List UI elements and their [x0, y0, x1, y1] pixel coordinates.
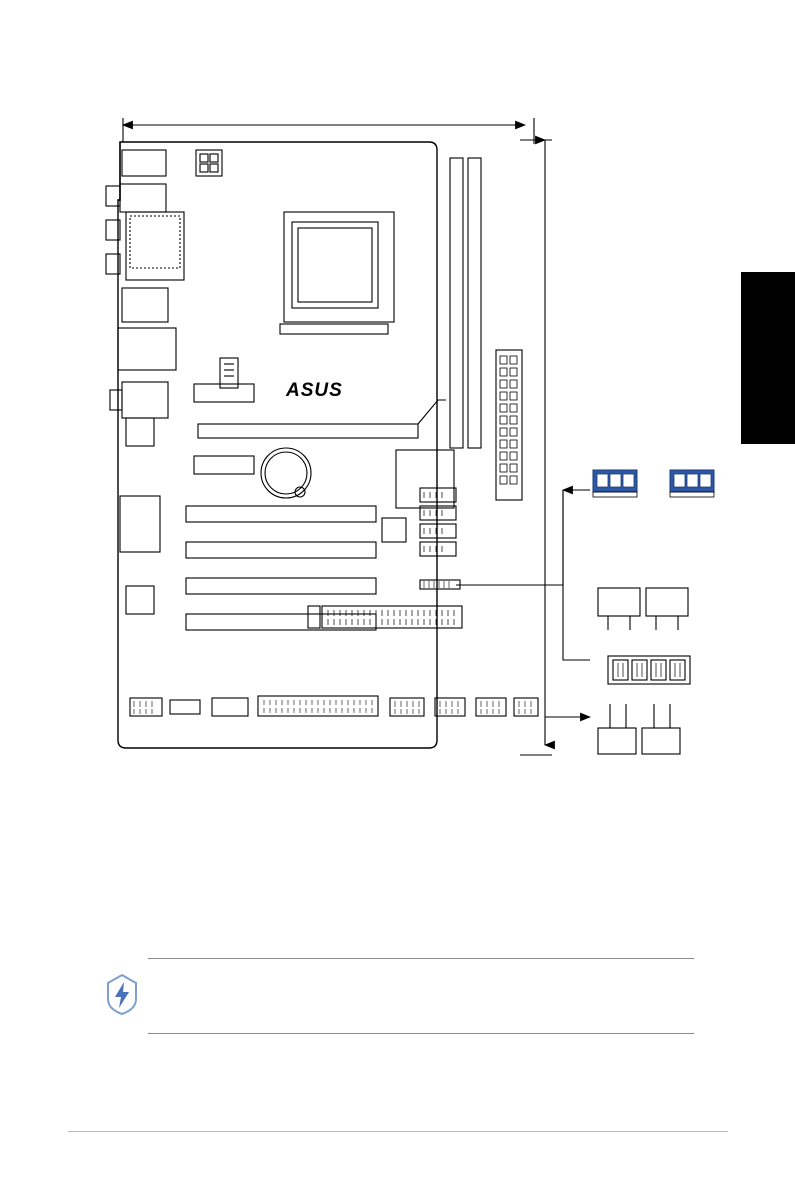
note-rule-bottom	[148, 1033, 694, 1034]
motherboard-layout-diagram	[90, 100, 730, 790]
svg-text:ASUS: ASUS	[286, 380, 343, 401]
footer-rule	[68, 1131, 728, 1132]
chapter-tab	[741, 272, 795, 444]
note-block	[102, 958, 694, 1034]
caution-icon	[102, 972, 142, 1016]
note-rule-top	[148, 958, 694, 959]
